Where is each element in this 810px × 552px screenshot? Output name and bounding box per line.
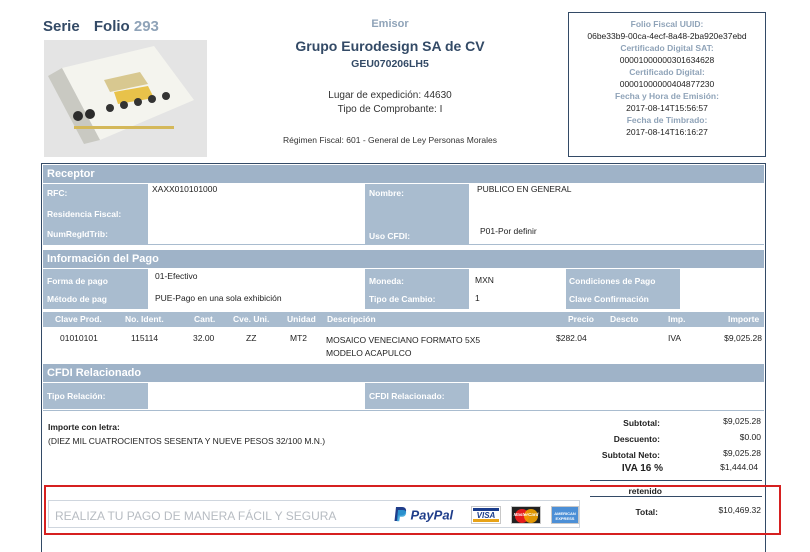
descuento-label: Descuento: [613,434,660,444]
col-no-ident: No. Ident. [125,314,164,324]
col-importe: Importe [728,314,760,324]
nombre-value: PUBLICO EN GENERAL [477,184,572,194]
receptor-header: Receptor [43,165,764,183]
item-precio: $282.04 [556,333,587,343]
numreg-label: NumRegIdTrib: [47,229,108,239]
visa-text: VISA [476,511,496,520]
folio-value: 293 [133,18,159,35]
item-importe: $9,025.28 [724,333,762,343]
forma-pago-label: Forma de pago [47,276,108,286]
metodo-pago-label: Método de pag [47,294,107,304]
cambio-label: Tipo de Cambio: [369,294,436,304]
nombre-label: Nombre: [369,188,404,198]
emision-label: Fecha y Hora de Emisión: [615,91,719,101]
uuid-label: Folio Fiscal UUID: [630,19,704,29]
tipo-comprobante: Tipo de Comprobante: I [337,104,443,115]
total-value: $10,469.32 [718,505,761,515]
importe-letra-value: (DIEZ MIL CUATROCIENTOS SESENTA Y NUEVE PESOS 32/100 M.N.) [48,436,326,446]
fiscal-info-box [568,12,766,157]
uso-cfdi-value: P01-Por definir [480,226,537,236]
col-imp: Imp. [668,314,686,324]
serie-label: Serie [43,18,80,35]
paypal-text: PayPal [410,507,454,523]
cfdi-header: CFDI Relacionado [43,364,764,382]
subtotal-neto-value: $9,025.28 [723,448,761,458]
amex-text: AMERICAN EXPRESS [554,511,576,521]
moneda-value: MXN [475,275,494,285]
divider [43,244,764,245]
product-image [44,40,207,157]
cambio-value: 1 [475,293,480,303]
cert-sat-label: Certificado Digital SAT: [620,43,714,53]
mastercard-text: MasterCard [513,512,539,517]
retenido-label: retenido [628,486,662,496]
emisor-label: Emisor [371,18,409,30]
col-cant: Cant. [194,314,216,324]
item-unidad: MT2 [290,333,307,343]
lugar-expedicion: Lugar de expedición: 44630 [328,90,452,101]
importe-letra-label: Importe con letra: [48,422,120,432]
rfc-value: XAXX010101000 [152,184,218,194]
cert-sat-value: 00001000000301634628 [619,55,715,65]
col-clave-prod: Clave Prod. [55,314,102,324]
condiciones-label: Condiciones de Pago [569,276,656,286]
item-ident: 115114 [131,333,159,343]
cert-label: Certificado Digital: [629,67,705,77]
descuento-value: $0.00 [739,432,761,442]
uuid-value: 06be33b9-00ca-4ecf-8a48-2ba920e37ebd [587,31,747,41]
forma-pago-value: 01-Efectivo [155,271,198,281]
cfdi-relacionado-label: CFDI Relacionado: [369,391,445,401]
moneda-label: Moneda: [369,276,404,286]
company-name: Grupo Eurodesign SA de CV [295,38,485,54]
rfc-label: RFC: [47,188,68,198]
iva-value: $1,444.04 [720,462,758,472]
pago-header: Información del Pago [43,250,764,268]
totals-rule [590,480,762,481]
col-descripcion: Descripción [327,314,376,324]
item-desc-line1: MOSAICO VENECIANO FORMATO 5X5 [326,335,481,345]
clave-confirmacion-label: Clave Confirmación [569,294,649,304]
table-row [43,330,764,360]
emisor-rfc: GEU070206LH5 [351,58,429,70]
col-precio: Precio [568,314,594,324]
serie-folio [43,18,159,35]
item-imp: IVA [668,333,682,343]
subtotal-neto-label: Subtotal Neto: [601,450,660,460]
col-cve-uni: Cve. Uni. [233,314,270,324]
total-label: Total: [635,507,658,517]
folio-label: Folio [93,18,130,35]
item-clave: 01010101 [60,333,98,343]
divider [43,410,764,411]
timbrado-value: 2017-08-14T16:16:27 [626,127,708,137]
subtotal-label: Subtotal: [623,418,660,428]
item-desc-line2: MODELO ACAPULCO [326,348,412,358]
highlight-box [44,485,781,535]
metodo-pago-value: PUE-Pago en una sola exhibición [155,293,282,303]
iva-label: IVA 16 % [621,463,663,474]
uso-cfdi-label: Uso CFDI: [369,231,411,241]
col-descto: Descto [610,314,639,324]
emision-value: 2017-08-14T15:56:57 [626,103,708,113]
col-unidad: Unidad [287,314,316,324]
timbrado-label: Fecha de Timbrado: [626,115,708,125]
subtotal-value: $9,025.28 [723,416,761,426]
regimen-fiscal: Régimen Fiscal: 601 - General de Ley Personas Morales [282,135,498,145]
cert-value: 00001000000404877230 [619,79,715,89]
item-cant: 32.00 [193,333,215,343]
item-cve: ZZ [246,333,257,343]
tipo-relacion-label: Tipo Relación: [47,391,106,401]
residencia-label: Residencia Fiscal: [47,209,122,219]
payment-banner-text: REALIZA TU PAGO DE MANERA FÁCIL Y SEGURA [55,509,337,523]
